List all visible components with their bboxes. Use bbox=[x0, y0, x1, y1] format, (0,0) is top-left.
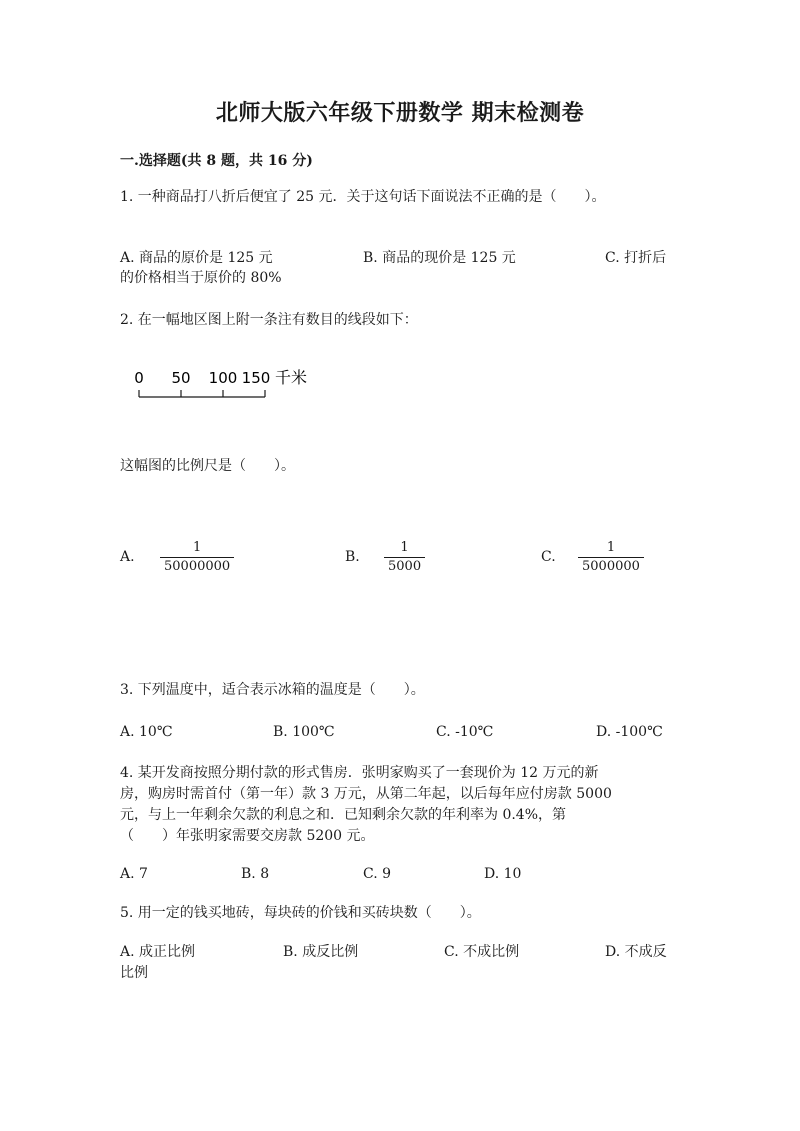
question-4-line-1: 4. 某开发商按照分期付款的形式售房．张明家购买了一套现价为 12 万元的新 bbox=[120, 765, 599, 781]
fraction-numerator: 1 bbox=[400, 540, 409, 555]
question-2-option-b-fraction[interactable] bbox=[384, 540, 425, 575]
question-1-stem: 1. 一种商品打八折后便宜了 25 元．关于这句话下面说法不正确的是（ ）。 bbox=[120, 189, 606, 205]
fraction-bar bbox=[384, 557, 425, 558]
scale-bar-figure bbox=[128, 366, 328, 410]
question-2-option-a-fraction[interactable] bbox=[160, 540, 234, 575]
section-heading: 一.选择题(共 8 题，共 16 分) bbox=[120, 153, 313, 169]
question-2-option-c-fraction[interactable] bbox=[578, 540, 644, 575]
question-4-stem bbox=[120, 763, 672, 847]
fraction-denominator: 50000000 bbox=[164, 559, 231, 574]
question-3-stem: 3. 下列温度中，适合表示冰箱的温度是（ ）。 bbox=[120, 682, 425, 698]
fraction-numerator: 1 bbox=[192, 540, 202, 555]
fraction-numerator: 1 bbox=[606, 540, 616, 555]
question-5-stem: 5. 用一定的钱买地砖，每块砖的价钱和买砖块数（ ）。 bbox=[120, 905, 481, 921]
question-1-option-b[interactable]: B. 商品的现价是 125 元 bbox=[363, 250, 516, 266]
fraction-bar bbox=[578, 557, 644, 558]
scale-label-100: 100 bbox=[208, 369, 238, 387]
page-title: 北师大版六年级下册数学 期末检测卷 bbox=[215, 100, 585, 126]
question-3-option-b[interactable]: B. 100℃ bbox=[273, 724, 335, 740]
question-5-option-b[interactable]: B. 成反比例 bbox=[283, 944, 359, 960]
fraction-denominator: 5000 bbox=[388, 559, 422, 574]
question-4-line-2: 房，购房时需首付（第一年）款 3 万元，从第二年起，以后每年应付房款 5000 bbox=[120, 786, 612, 802]
question-1-option-c-cont: 的价格相当于原价的 80% bbox=[120, 270, 282, 286]
fraction-bar bbox=[160, 557, 234, 558]
question-2-option-b-letter[interactable]: B. bbox=[345, 549, 360, 565]
scale-label-50: 50 bbox=[171, 369, 191, 387]
question-2-ask: 这幅图的比例尺是（ ）。 bbox=[120, 458, 295, 474]
scale-label-150: 150 bbox=[241, 369, 271, 387]
question-3-option-a[interactable]: A. 10℃ bbox=[120, 724, 173, 740]
question-5-option-d-cont: 比例 bbox=[120, 965, 148, 981]
question-3-option-d[interactable]: D. -100℃ bbox=[596, 724, 663, 740]
question-4-option-d[interactable]: D. 10 bbox=[484, 866, 522, 882]
question-3-option-c[interactable]: C. -10℃ bbox=[436, 724, 494, 740]
question-2-stem: 2. 在一幅地区图上附一条注有数目的线段如下： bbox=[120, 312, 418, 328]
question-4-option-c[interactable]: C. 9 bbox=[363, 866, 392, 882]
question-2-option-c-letter[interactable]: C. bbox=[541, 549, 556, 565]
question-5-option-a[interactable]: A. 成正比例 bbox=[120, 944, 196, 960]
scale-unit: 千米 bbox=[275, 368, 308, 387]
question-4-line-3: 元，与上一年剩余欠款的利息之和．已知剩余欠款的年利率为 0.4%，第 bbox=[120, 807, 567, 823]
question-5-option-c[interactable]: C. 不成比例 bbox=[444, 944, 520, 960]
question-4-option-b[interactable]: B. 8 bbox=[241, 866, 270, 882]
question-4-line-4: （ ）年张明家需要交房款 5200 元。 bbox=[120, 828, 375, 844]
question-4-option-a[interactable]: A. 7 bbox=[120, 866, 148, 882]
question-5-option-d[interactable]: D. 不成反 bbox=[605, 944, 667, 960]
question-1-option-c[interactable]: C. 打折后 bbox=[605, 250, 667, 266]
scale-label-0: 0 bbox=[134, 369, 144, 387]
fraction-denominator: 5000000 bbox=[582, 559, 640, 574]
question-1-option-a[interactable]: A. 商品的原价是 125 元 bbox=[120, 250, 273, 266]
question-2-option-a-letter[interactable]: A. bbox=[120, 549, 135, 565]
